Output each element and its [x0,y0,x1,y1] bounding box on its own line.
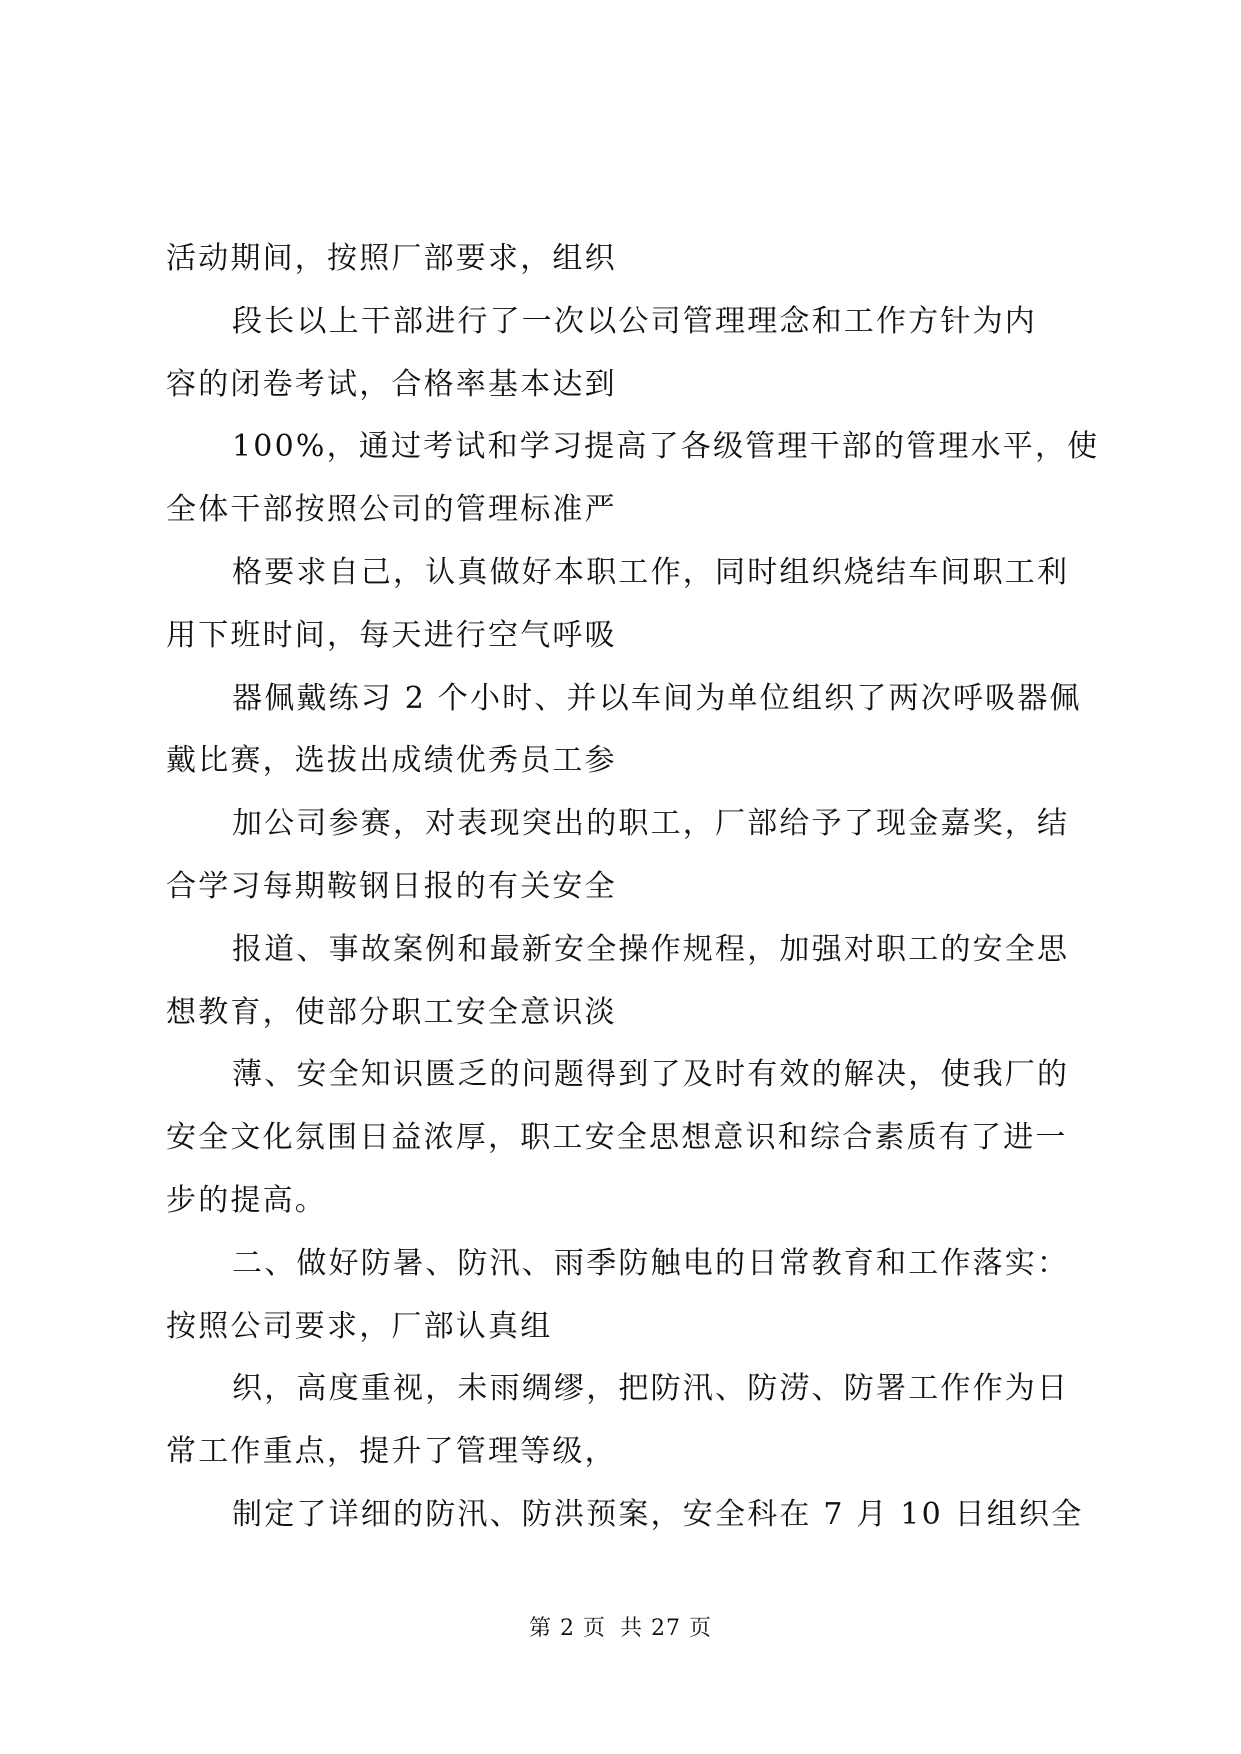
text-line: 100%，通过考试和学习提高了各级管理干部的管理水平，使 [232,429,1100,465]
text-line: 段长以上干部进行了一次以公司管理理念和工作方针为内 [232,303,1037,339]
document-body [166,228,1100,1547]
text-line: 想教育，使部分职工安全意识淡 [166,994,617,1030]
text-line: 安全文化氛围日益浓厚，职工安全思想意识和综合素质有了进一 [166,1120,1068,1156]
text-line: 常工作重点，提升了管理等级， [166,1434,617,1470]
text-line: 加公司参赛，对表现突出的职工，厂部给予了现金嘉奖，结 [232,806,1070,842]
text-line: 用下班时间，每天进行空气呼吸 [166,617,617,653]
text-line: 制定了详细的防汛、防洪预案，安全科在 7 月 10 日组织全 [232,1496,1084,1532]
text-line: 活动期间，按照厂部要求，组织 [166,241,617,276]
page-number: 第 2 页 [529,1616,606,1641]
text-line: 全体干部按照公司的管理标准严 [166,492,617,528]
total-pages: 共 27 页 [620,1616,712,1641]
text-line: 器佩戴练习 2 个小时、并以车间为单位组织了两次呼吸器佩 [232,680,1082,716]
page-footer [0,1614,1241,1644]
text-line: 戴比赛，选拔出成绩优秀员工参 [166,743,617,779]
text-line: 织，高度重视，未雨绸缪，把防汛、防涝、防署工作作为日 [232,1371,1070,1407]
text-line: 容的闭卷考试，合格率基本达到 [166,366,617,402]
text-line: 报道、事故案例和最新安全操作规程，加强对职工的安全思 [232,931,1070,967]
text-line: 合学习每期鞍钢日报的有关安全 [166,868,617,904]
section-heading-line: 二、做好防暑、防汛、雨季防触电的日常教育和工作落实： [232,1245,1070,1281]
text-line: 步的提高。 [166,1182,327,1218]
text-line: 格要求自己，认真做好本职工作，同时组织烧结车间职工利 [232,554,1070,590]
text-line: 薄、安全知识匮乏的问题得到了及时有效的解决，使我厂的 [232,1057,1070,1093]
text-line: 按照公司要求，厂部认真组 [166,1308,553,1344]
